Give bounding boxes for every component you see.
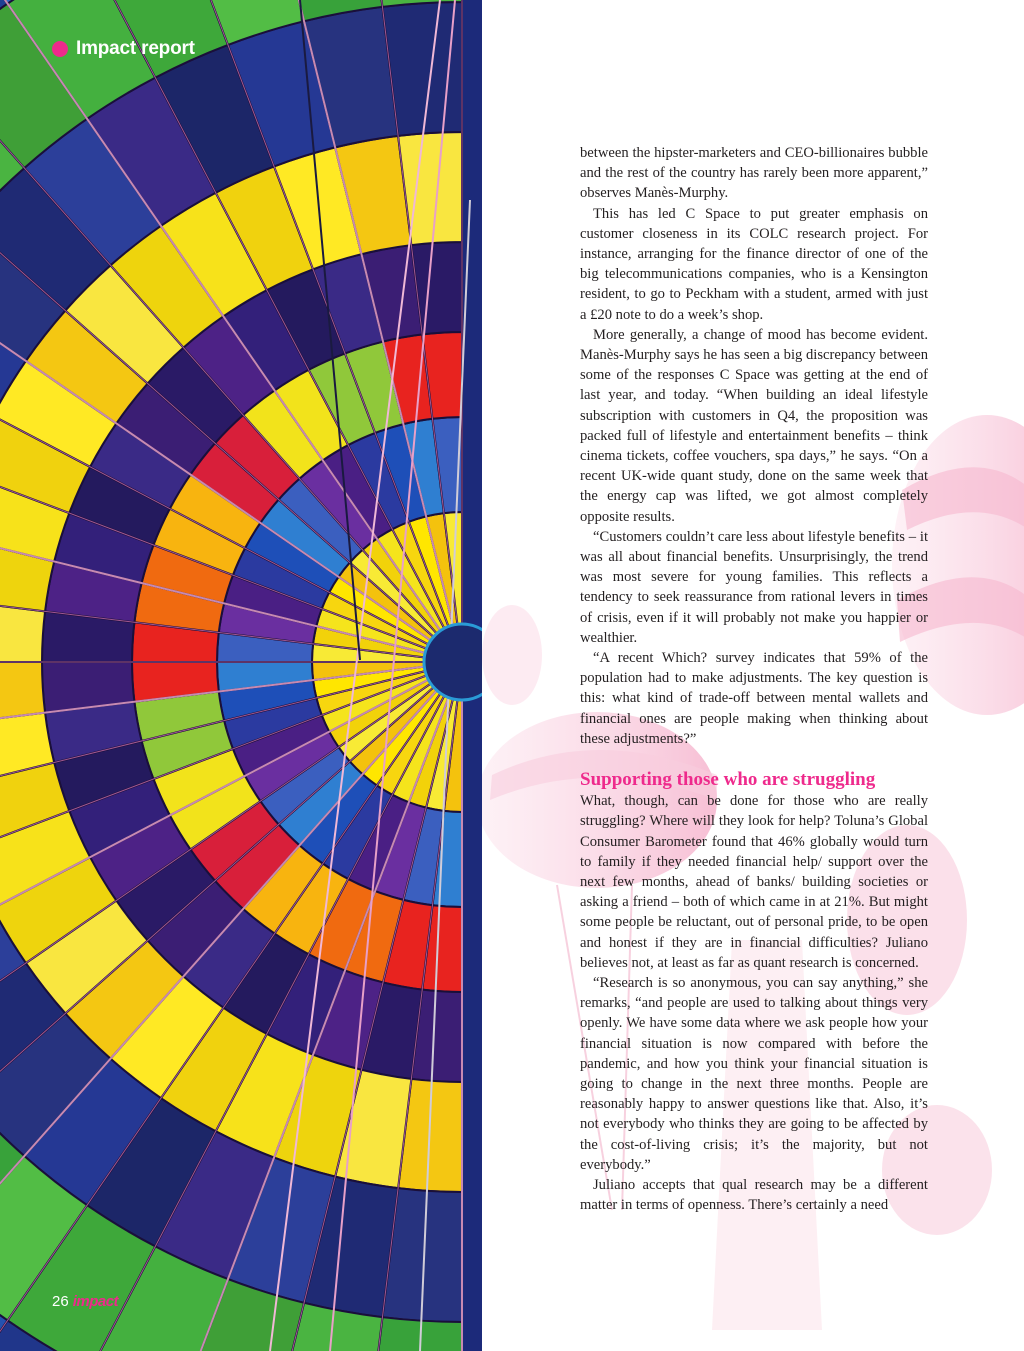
article-paragraph: “Research is so anonymous, you can say anything,” she remarks, “and people are used to talking about things very openly. We have some data where we ask people how your financial situation is now compared with before the pandemic, and how you think your financial situation is going to change in the next three months. People are reasonably happy to answer questions like that. Also, it’s not everybody who thinks they are going to be affected by the cost-of-living crisis; it’s the majority, but not everybody.” bbox=[580, 974, 928, 1173]
balloon-photo bbox=[0, 0, 482, 1351]
hot-air-balloon-interior-icon bbox=[0, 0, 482, 1351]
magazine-logo: impact bbox=[72, 1293, 119, 1310]
section-title: Impact report bbox=[76, 38, 195, 59]
article-paragraph: This has led C Space to put greater emphasis on customer closeness in its COLC research project. For instance, arranging for the finance director of one of the big telecommunications companies, who is a Kensington resident, to go to Peckham with a student, armed with just a £20 note to do a week’s shop. bbox=[580, 205, 928, 323]
page-number: 26 bbox=[52, 1293, 69, 1310]
section-dot-icon bbox=[52, 41, 68, 57]
section-subheading: Supporting those who are struggling bbox=[580, 769, 876, 791]
article-paragraph: More generally, a change of mood has become evident. Manès-Murphy says he has seen a big discrepancy between some of the responses C Space was getting at the end of last year, and today. “When building an ideal lifestyle subscription with customers in Q4, the proposition was packed full of lifestyle and entertainment benefits – think cinema tickets, coffee vouchers, spa days,” he says. “On a recent UK-wide quant study, done on the same week that the energy cap was lifted, we got almost completely opposite results. bbox=[580, 326, 928, 525]
page-footer bbox=[52, 1293, 118, 1310]
section-label bbox=[52, 38, 195, 60]
balloon-shape-small bbox=[482, 605, 542, 705]
article-paragraph: “Customers couldn’t care less about lifestyle benefits – it was all about financial benefits. Unsurprisingly, the trend was most severe for young families. This reflects a tendency to seek reassurance from rational levers in times of crisis, even if it will probably not make you happier or wealthier. bbox=[580, 528, 928, 646]
article-paragraph: Juliano accepts that qual research may be a different matter in terms of openness. There’s certainly a need bbox=[580, 1176, 928, 1214]
article-paragraph: “A recent Which? survey indicates that 59% of the population had to make adjustments. The key question is this: what kind of trade-off between mental wallets and financial ones are people making when thinking about these adjustments?” bbox=[580, 650, 928, 747]
article-paragraphs-after bbox=[580, 791, 928, 1215]
article-paragraphs-before bbox=[580, 143, 928, 749]
article-paragraph: What, though, can be done for those who are really struggling? Where will they look for help? Toluna’s Global Consumer Barometer found that 46% globally would turn to family if they needed financial help/ support over the next few months, ahead of banks/ building societies or asking a friend – both of which came in at 21%. But might some people be reluctant, out of personal pride, to be open and honest if they are in financial difficulties? Juliano believes not, at least as far as quant research is concerned. bbox=[580, 793, 928, 971]
article-paragraph: between the hipster-marketers and CEO-billionaires bubble and the rest of the country has rarely been more apparent,” observes Manès-Murphy. bbox=[580, 145, 928, 202]
article-body bbox=[580, 143, 928, 1215]
